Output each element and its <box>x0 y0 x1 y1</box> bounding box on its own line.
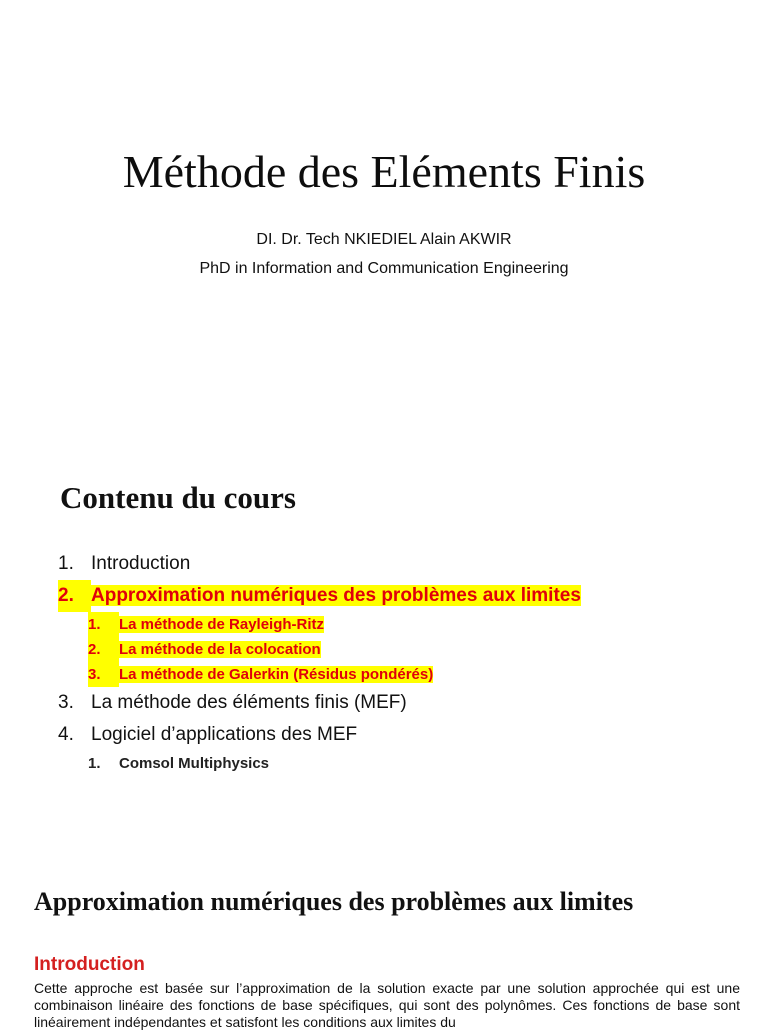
section-heading: Approximation numériques des problèmes aux limites <box>34 887 634 916</box>
table-of-contents <box>58 548 758 776</box>
toc-subitem-number: 1. <box>88 612 119 637</box>
toc-subitem-comsol <box>58 751 758 776</box>
toc-item-logiciel <box>58 719 758 751</box>
author-name: DI. Dr. Tech NKIEDIEL Alain AKWIR <box>256 231 512 248</box>
toc-item-label: Introduction <box>91 553 191 574</box>
author-affiliation: PhD in Information and Communication Engineering <box>199 260 569 277</box>
toc-subitem-number: 1. <box>88 755 101 772</box>
toc-item-mef <box>58 687 758 719</box>
intro-paragraph: Cette approche est basée sur l’approximation de la solution exacte par une solution approchée qui est une combinaison linéaire des fonctions de base spécifiques, qui sont des polynômes. Ces fonctions de base sont linéairement indépendantes et satisfont les conditions aux limites du <box>34 980 740 1030</box>
toc-item-label: La méthode des éléments finis (MEF) <box>91 692 407 713</box>
toc-subitem-number: 2. <box>88 637 119 662</box>
toc-subitem-rayleigh-ritz <box>58 612 758 637</box>
intro-heading: Introduction <box>34 954 145 975</box>
toc-subitem-label: La méthode de Galerkin (Résidus pondérés) <box>119 666 434 683</box>
toc-item-label: Logiciel d’applications des MEF <box>91 724 358 745</box>
toc-subitem-label: Comsol Multiphysics <box>119 755 270 772</box>
toc-subitem-number: 3. <box>88 662 119 687</box>
toc-item-number: 1. <box>58 553 74 574</box>
toc-item-number: 2. <box>58 580 91 612</box>
toc-item-number: 3. <box>58 692 74 713</box>
contents-heading: Contenu du cours <box>60 480 296 515</box>
document-title: Méthode des Eléments Finis <box>122 146 646 197</box>
toc-subitem-galerkin <box>58 662 758 687</box>
toc-subitem-label: La méthode de Rayleigh-Ritz <box>119 616 325 633</box>
toc-subitem-label: La méthode de la colocation <box>119 641 321 658</box>
toc-item-approximation <box>58 580 758 612</box>
toc-subitem-colocation <box>58 637 758 662</box>
toc-item-number: 4. <box>58 724 74 745</box>
toc-item-introduction <box>58 548 758 580</box>
toc-item-label: Approximation numériques des problèmes aux limites <box>91 585 581 606</box>
